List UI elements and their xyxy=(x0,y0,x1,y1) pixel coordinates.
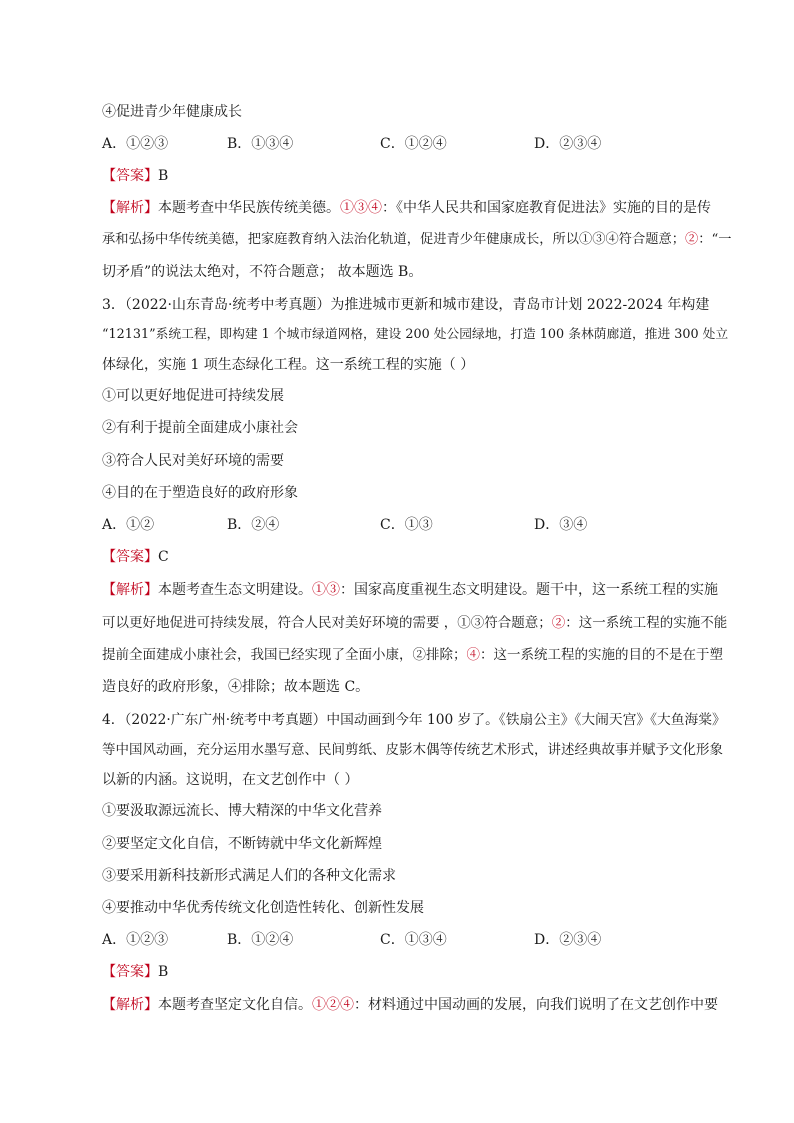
analysis-highlight: ①③ xyxy=(312,582,340,598)
q3-stem-line-2: “12131”系统工程，即构建 1 个城市绿道网格，建设 200 处公园绿地，打造 100 条林荫廊道，推进 300 处立 xyxy=(102,327,729,342)
answer-tag: 【答案】 xyxy=(102,168,158,184)
q4-stem-line-3: 以新的内涵。这说明，在文艺创作中（ ） xyxy=(102,772,359,788)
analysis-text: ：《中华人民共和国家庭教育促进法》实施的目的是传 xyxy=(382,200,711,216)
q3-analysis-line-3 xyxy=(102,645,723,665)
q2-item-4: ④促进青少年健康成长 xyxy=(102,104,242,120)
answer-tag: 【答案】 xyxy=(102,549,158,565)
analysis-highlight: ④ xyxy=(466,647,480,663)
analysis-highlight: ①③④ xyxy=(340,200,382,216)
analysis-text: 本题考查坚定文化自信。 xyxy=(158,997,312,1013)
answer-letter: B xyxy=(158,964,169,980)
analysis-highlight: ①②④ xyxy=(312,997,354,1013)
q4-analysis-line-1 xyxy=(102,995,718,1015)
q3-option-b: B．②④ xyxy=(227,517,280,533)
q2-option-a: A．①②③ xyxy=(102,136,169,152)
analysis-highlight: ② xyxy=(685,232,699,247)
q4-option-a: A．①②③ xyxy=(102,932,169,948)
q3-option-a: A．①② xyxy=(102,517,155,533)
q4-item-3: ③要采用新科技新形式满足人们的各种文化需求 xyxy=(102,868,396,884)
analysis-text: 本题考查中华民族传统美德。 xyxy=(158,200,340,216)
q4-option-d: D．②③④ xyxy=(534,932,602,948)
analysis-text: 本题考查生态文明建设。 xyxy=(158,582,312,598)
analysis-tag: 【解析】 xyxy=(102,200,158,216)
q3-analysis-line-1 xyxy=(102,580,718,600)
analysis-tag: 【解析】 xyxy=(102,582,158,598)
q2-option-b: B．①③④ xyxy=(227,136,294,152)
q3-answer xyxy=(102,547,169,567)
q3-item-4: ④目的在于塑造良好的政府形象 xyxy=(102,485,298,501)
q4-item-1: ①要汲取源远流长、博大精深的中华文化营养 xyxy=(102,803,382,819)
q3-analysis-line-4: 造良好的政府形象，④排除；故本题选 C。 xyxy=(102,679,370,695)
answer-tag: 【答案】 xyxy=(102,964,158,980)
q4-stem-line-1: 4．（2022·广东广州·统考中考真题）中国动画到今年 100 岁了。《铁扇公主》《大闹天宫》《大鱼海棠》 xyxy=(102,712,726,728)
analysis-text: ：这一系统工程的实施的目的不是在于塑 xyxy=(480,647,723,663)
q2-analysis-line-1 xyxy=(102,198,711,218)
analysis-text: ：这一系统工程的实施不能 xyxy=(565,615,728,631)
q3-item-1: ①可以更好地促进可持续发展 xyxy=(102,388,284,404)
q4-option-c: C．①③④ xyxy=(380,932,447,948)
q3-item-2: ②有利于提前全面建成小康社会 xyxy=(102,420,298,436)
q2-answer xyxy=(102,166,168,186)
analysis-text: ：“一 xyxy=(698,232,732,247)
q4-item-4: ④要推动中华优秀传统文化创造性转化、创新性发展 xyxy=(102,900,424,916)
analysis-text: 可以更好地促进可持续发展，符合人民对美好环境的需要 ，①③符合题意； xyxy=(102,615,552,631)
analysis-text: ：国家高度重视生态文明建设。题干中，这一系统工程的实施 xyxy=(340,582,718,598)
q3-item-3: ③符合人民对美好环境的需要 xyxy=(102,453,284,469)
q2-options xyxy=(102,134,722,154)
q4-stem-line-2: 等中国风动画，充分运用水墨写意、民间剪纸、皮影木偶等传统艺术形式，讲述经典故事并赋予文化形象 xyxy=(102,742,723,758)
q3-options xyxy=(102,515,722,535)
q4-options xyxy=(102,930,722,950)
analysis-highlight: ② xyxy=(551,615,566,631)
q3-option-d: D．③④ xyxy=(534,517,588,533)
analysis-text: 提前全面建成小康社会，我国已经实现了全面小康，②排除； xyxy=(102,647,467,663)
q2-option-c: C．①②④ xyxy=(380,136,447,152)
q4-answer xyxy=(102,962,168,982)
q2-option-d: D．②③④ xyxy=(534,136,602,152)
q4-item-2: ②要坚定文化自信，不断铸就中华文化新辉煌 xyxy=(102,836,382,852)
q2-analysis-line-2 xyxy=(102,230,732,250)
q3-stem-line-3: 体绿化，实施 1 项生态绿化工程。这一系统工程的实施（ ） xyxy=(102,357,475,373)
analysis-tag: 【解析】 xyxy=(102,997,158,1013)
q2-analysis-line-3: 切矛盾”的说法太绝对，不符合题意； 故本题选 B。 xyxy=(102,264,423,280)
q3-analysis-line-2 xyxy=(102,613,727,633)
q3-stem-line-1: 3．（2022·山东青岛·统考中考真题）为推进城市更新和城市建设，青岛市计划 2022-2024 年构建 xyxy=(102,297,710,313)
q3-option-c: C．①③ xyxy=(380,517,433,533)
answer-letter: C xyxy=(158,549,169,565)
answer-letter: B xyxy=(158,168,169,184)
analysis-text: 承和弘扬中华传统美德，把家庭教育纳入法治化轨道，促进青少年健康成长，所以①③④符合题意； xyxy=(102,232,686,247)
analysis-text: ：材料通过中国动画的发展，向我们说明了在文艺创作中要 xyxy=(354,997,718,1013)
q4-option-b: B．①②④ xyxy=(227,932,294,948)
